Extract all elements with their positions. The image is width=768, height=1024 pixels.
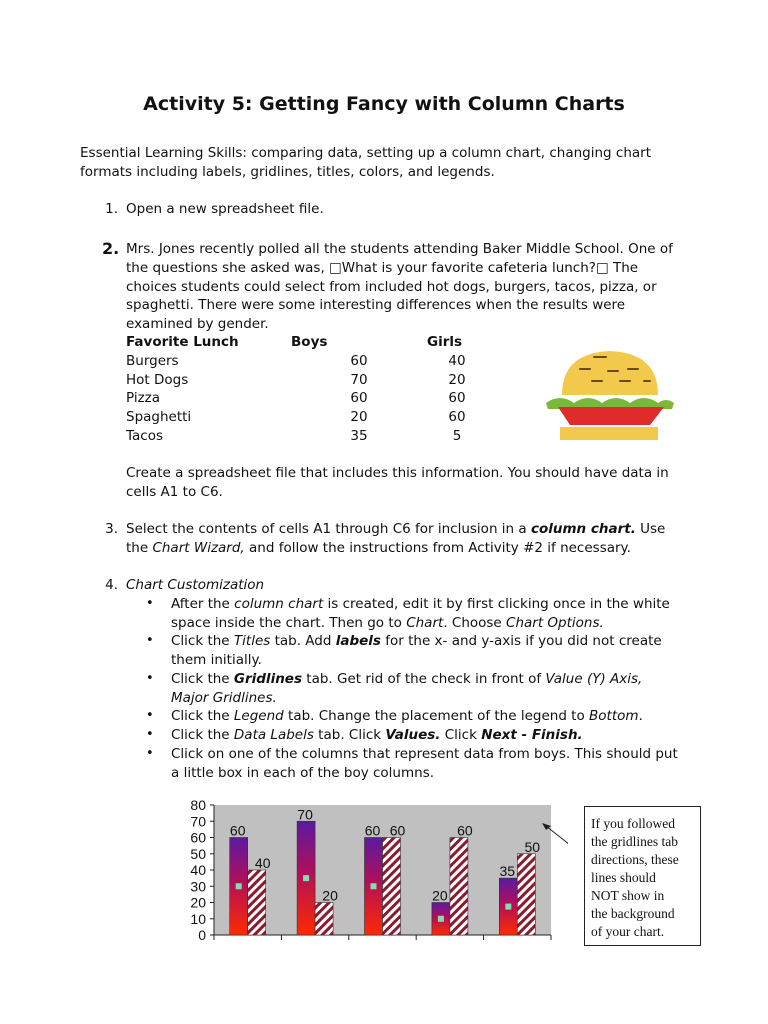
selection-marker bbox=[236, 883, 242, 889]
selection-marker bbox=[371, 883, 377, 889]
table-cell: Tacos bbox=[126, 427, 163, 444]
step-2-line: Mrs. Jones recently polled all the students attending Baker Middle School. One of bbox=[126, 241, 673, 257]
text-run: Use bbox=[635, 521, 666, 537]
text-run: Bottom bbox=[589, 708, 639, 724]
column-chart bbox=[168, 790, 568, 950]
text-run: Select the contents of cells A1 through C6 for inclusion in a bbox=[126, 521, 531, 537]
step-4 bbox=[94, 576, 264, 595]
burger-icon bbox=[540, 345, 680, 445]
callout-line: lines should bbox=[591, 870, 656, 885]
table-row bbox=[126, 352, 487, 371]
data-label: 60 bbox=[389, 822, 406, 839]
callout-line: NOT show in bbox=[591, 888, 665, 903]
callout-line: the background bbox=[591, 906, 675, 921]
bullet-line: them initially. bbox=[171, 652, 262, 668]
y-tick-label: 80 bbox=[190, 797, 206, 813]
text-run: is created, edit it by first clicking once in the white bbox=[323, 596, 670, 612]
table-row bbox=[126, 408, 487, 427]
table-cell: 60 bbox=[350, 352, 368, 369]
text-run: Click the bbox=[171, 633, 234, 649]
text-run: Click the bbox=[171, 708, 234, 724]
text-run: column chart. bbox=[530, 521, 636, 537]
y-tick-label: 20 bbox=[190, 894, 206, 911]
table-row bbox=[126, 427, 487, 446]
y-tick-label: 0 bbox=[198, 927, 206, 943]
text-run: Values. bbox=[385, 727, 441, 743]
data-label: 50 bbox=[524, 838, 541, 855]
girls-bar bbox=[248, 870, 266, 935]
text-run: for the x- and y-axis if you did not create bbox=[380, 633, 662, 649]
y-tick-label: 70 bbox=[190, 813, 206, 830]
bullet-line bbox=[171, 632, 662, 651]
table-header: Favorite Lunch bbox=[126, 334, 239, 350]
table-cell: 60 bbox=[448, 390, 466, 407]
y-tick-label: 40 bbox=[190, 862, 206, 878]
step-number: 1. bbox=[105, 201, 118, 217]
table-cell: 20 bbox=[350, 409, 368, 426]
text-run: Chart Options. bbox=[506, 615, 604, 631]
data-label: 35 bbox=[499, 863, 516, 880]
callout-line: the gridlines tab bbox=[591, 834, 678, 849]
bullet-line bbox=[171, 595, 670, 614]
data-label: 40 bbox=[254, 855, 271, 871]
bullet-line bbox=[171, 726, 583, 745]
selection-marker bbox=[303, 875, 309, 881]
text-run: Titles bbox=[233, 633, 271, 649]
step-1 bbox=[94, 200, 324, 219]
y-tick-label: 10 bbox=[190, 910, 206, 927]
text-run: Next - Finish. bbox=[481, 727, 583, 743]
text-run: column chart bbox=[234, 596, 324, 612]
bullet-icon: • bbox=[146, 671, 154, 686]
bullet-line: a little box in each of the boy columns. bbox=[171, 765, 435, 781]
table-header: Boys bbox=[291, 334, 328, 350]
data-label: 60 bbox=[364, 822, 381, 839]
y-tick-label: 60 bbox=[190, 829, 206, 846]
text-run: . Choose bbox=[443, 615, 507, 631]
bullet-line bbox=[171, 614, 604, 633]
text-run: tab. Change the placement of the legend to bbox=[283, 708, 590, 724]
girls-bar bbox=[315, 903, 333, 936]
bullet-icon: • bbox=[146, 746, 154, 761]
intro-line-1: Essential Learning Skills: comparing data, setting up a column chart, changing chart bbox=[80, 145, 651, 161]
text-run: Click the bbox=[171, 671, 234, 687]
text-run: Chart Wizard, bbox=[152, 540, 245, 556]
bullet-line: Click on one of the columns that represent data from boys. This should put bbox=[171, 746, 678, 762]
text-run: Data Labels bbox=[233, 727, 314, 743]
step-3-line-2 bbox=[126, 539, 631, 558]
data-label: 60 bbox=[457, 822, 473, 839]
text-run: . bbox=[638, 708, 643, 724]
step-2-line: examined by gender. bbox=[126, 316, 269, 332]
text-run: After the bbox=[171, 596, 235, 612]
intro-line-2: formats including labels, gridlines, titles, colors, and legends. bbox=[80, 164, 495, 180]
bullet-icon: • bbox=[146, 633, 154, 648]
table-cell: 5 bbox=[452, 427, 462, 444]
table-cell: 60 bbox=[350, 390, 368, 407]
table-cell: 35 bbox=[350, 427, 368, 444]
callout-note bbox=[584, 806, 701, 946]
text-run: Value (Y) Axis, bbox=[545, 671, 643, 687]
text-run: Chart bbox=[406, 615, 444, 631]
data-label: 20 bbox=[432, 887, 448, 904]
step-2-number: 2. bbox=[102, 239, 120, 258]
callout-line: of your chart. bbox=[591, 924, 665, 939]
step-title: Chart Customization bbox=[126, 577, 265, 593]
bullet-line bbox=[171, 689, 277, 708]
callout-line: If you followed bbox=[591, 816, 675, 831]
table-cell: Spaghetti bbox=[126, 409, 192, 426]
step-3 bbox=[94, 520, 665, 539]
table-header-row bbox=[126, 333, 487, 352]
text-run: and follow the instructions from Activity #2 if necessary. bbox=[244, 540, 631, 556]
girls-bar bbox=[450, 838, 468, 936]
bullet-line bbox=[171, 670, 642, 689]
text-run: Click the bbox=[171, 727, 234, 743]
table-header: Girls bbox=[427, 334, 463, 350]
step-2-after-line: Create a spreadsheet file that includes this information. You should have data in bbox=[126, 465, 669, 481]
lunch-table bbox=[126, 333, 487, 446]
text-run: tab. Add bbox=[270, 633, 336, 649]
page-title: Activity 5: Getting Fancy with Column Charts bbox=[143, 93, 625, 115]
step-2-after-line: cells A1 to C6. bbox=[126, 484, 223, 500]
x-axis bbox=[214, 935, 551, 940]
step-number: 4. bbox=[105, 577, 118, 593]
text-run: space inside the chart. Then go to bbox=[171, 615, 407, 631]
table-cell: 40 bbox=[448, 352, 466, 369]
data-label: 20 bbox=[322, 887, 338, 904]
y-tick-label: 50 bbox=[190, 845, 206, 862]
table-cell: 20 bbox=[448, 371, 466, 388]
bullet-icon: • bbox=[146, 596, 154, 611]
step-text: Open a new spreadsheet file. bbox=[126, 201, 324, 217]
text-run: labels bbox=[335, 633, 381, 649]
girls-bar bbox=[517, 854, 535, 935]
bullet-icon: • bbox=[146, 708, 154, 723]
text-run: Legend bbox=[233, 708, 284, 724]
text-run: the bbox=[126, 540, 153, 556]
step-2-line: the questions she asked was, □What is your favorite cafeteria lunch?□ The bbox=[126, 260, 639, 276]
table-cell: 60 bbox=[448, 409, 466, 426]
callout-line: directions, these bbox=[591, 852, 679, 867]
y-axis bbox=[190, 797, 214, 943]
step-number: 3. bbox=[105, 521, 118, 537]
table-cell: 70 bbox=[350, 371, 368, 388]
table-cell: Burgers bbox=[126, 352, 179, 369]
table-row bbox=[126, 389, 487, 408]
selection-marker bbox=[438, 916, 444, 922]
text-run: Click bbox=[440, 727, 482, 743]
text-run: tab. Get rid of the check in front of bbox=[302, 671, 546, 687]
text-run: tab. Click bbox=[313, 727, 386, 743]
text-run: Gridlines bbox=[233, 671, 302, 687]
bullet-line bbox=[171, 707, 643, 726]
selection-marker bbox=[505, 904, 511, 910]
step-2-line: choices students could select from included hot dogs, burgers, tacos, pizza, or bbox=[126, 279, 657, 295]
data-label: 60 bbox=[229, 822, 246, 839]
table-cell: Hot Dogs bbox=[126, 371, 189, 388]
step-2-line: spaghetti. There were some interesting differences when the results were bbox=[126, 297, 626, 313]
bullet-icon: • bbox=[146, 727, 154, 742]
girls-bar bbox=[383, 838, 401, 936]
table-row bbox=[126, 371, 487, 390]
y-tick-label: 30 bbox=[190, 878, 206, 895]
data-label: 70 bbox=[297, 806, 313, 823]
table-cell: Pizza bbox=[126, 390, 161, 407]
text-run: Major Gridlines. bbox=[171, 690, 277, 706]
